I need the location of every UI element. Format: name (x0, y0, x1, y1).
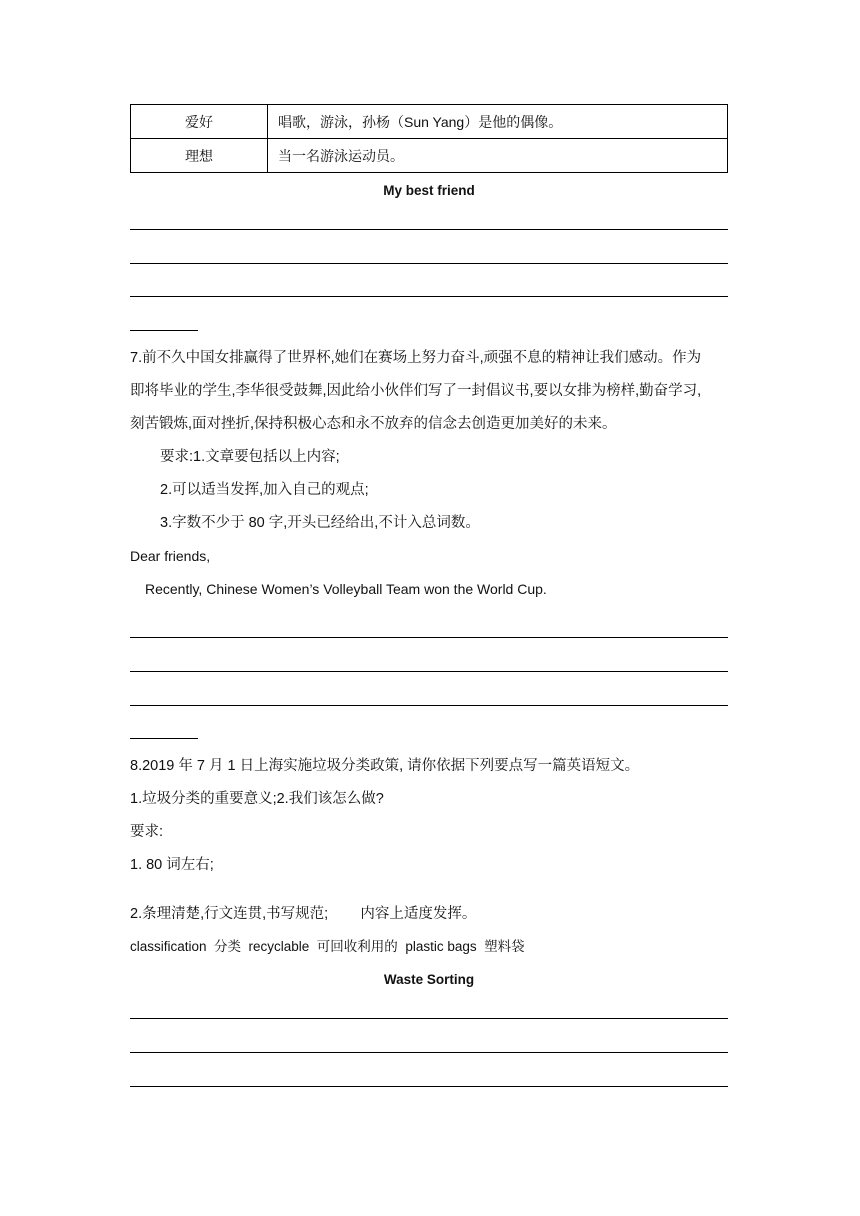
answer-line-short (130, 330, 198, 331)
table-row (131, 105, 728, 139)
q8-title: Waste Sorting (383, 972, 475, 987)
q8-vocab: classification 分类 recyclable 可回收利用的 plastic bags 塑料袋 (130, 939, 525, 954)
table-value: 唱歌，游泳，孙杨（Sun Yang）是他的偶像。 (268, 105, 728, 139)
q8-req-label: 要求: (130, 824, 164, 840)
table-key: 爱好 (131, 105, 268, 139)
info-table-wrapper (130, 104, 728, 173)
answer-line (130, 1018, 728, 1019)
q7-prompt-line: 7.前不久中国女排赢得了世界杯,她们在赛场上努力奋斗,顽强不息的精神让我们感动。作为 (130, 350, 702, 366)
q7-greeting: Dear friends, (130, 548, 211, 564)
q7-requirement: 要求:1.文章要包括以上内容; (160, 449, 340, 465)
table-key: 理想 (131, 139, 268, 173)
q7-prompt (130, 342, 730, 606)
answer-line (130, 671, 728, 672)
table-row (131, 139, 728, 173)
q8-requirement: 2.条理清楚,行文连贯,书写规范; 内容上适度发挥。 (130, 906, 477, 922)
q6-title: My best friend (383, 183, 475, 198)
info-table (130, 104, 728, 173)
q7-prompt-line: 即将毕业的学生,李华很受鼓舞,因此给小伙伴们写了一封倡议书,要以女排为榜样,勤奋学习, (130, 383, 702, 399)
q8-prompt-block (130, 750, 730, 882)
answer-line (130, 1086, 728, 1087)
answer-line (130, 1052, 728, 1053)
answer-line (130, 705, 728, 706)
answer-line (130, 637, 728, 638)
q7-requirement: 3.字数不少于 80 字,开头已经给出,不计入总词数。 (160, 515, 480, 531)
answer-line-short (130, 738, 198, 739)
q8-points: 1.垃圾分类的重要意义;2.我们该怎么做? (130, 791, 384, 807)
table-value: 当一名游泳运动员。 (268, 139, 728, 173)
q7-opening: Recently, Chinese Women’s Volleyball Team won the World Cup. (145, 581, 547, 597)
q8-prompt: 8.2019 年 7 月 1 日上海实施垃圾分类政策, 请你依据下列要点写一篇英语短文。 (130, 758, 640, 774)
answer-line (130, 229, 728, 230)
q7-prompt-line: 刻苦锻炼,面对挫折,保持积极心态和永不放弃的信念去创造更加美好的未来。 (130, 416, 617, 432)
answer-line (130, 263, 728, 264)
q7-requirement: 2.可以适当发挥,加入自己的观点; (160, 482, 369, 498)
answer-line (130, 296, 728, 297)
q8-requirement: 1. 80 词左右; (130, 857, 214, 873)
